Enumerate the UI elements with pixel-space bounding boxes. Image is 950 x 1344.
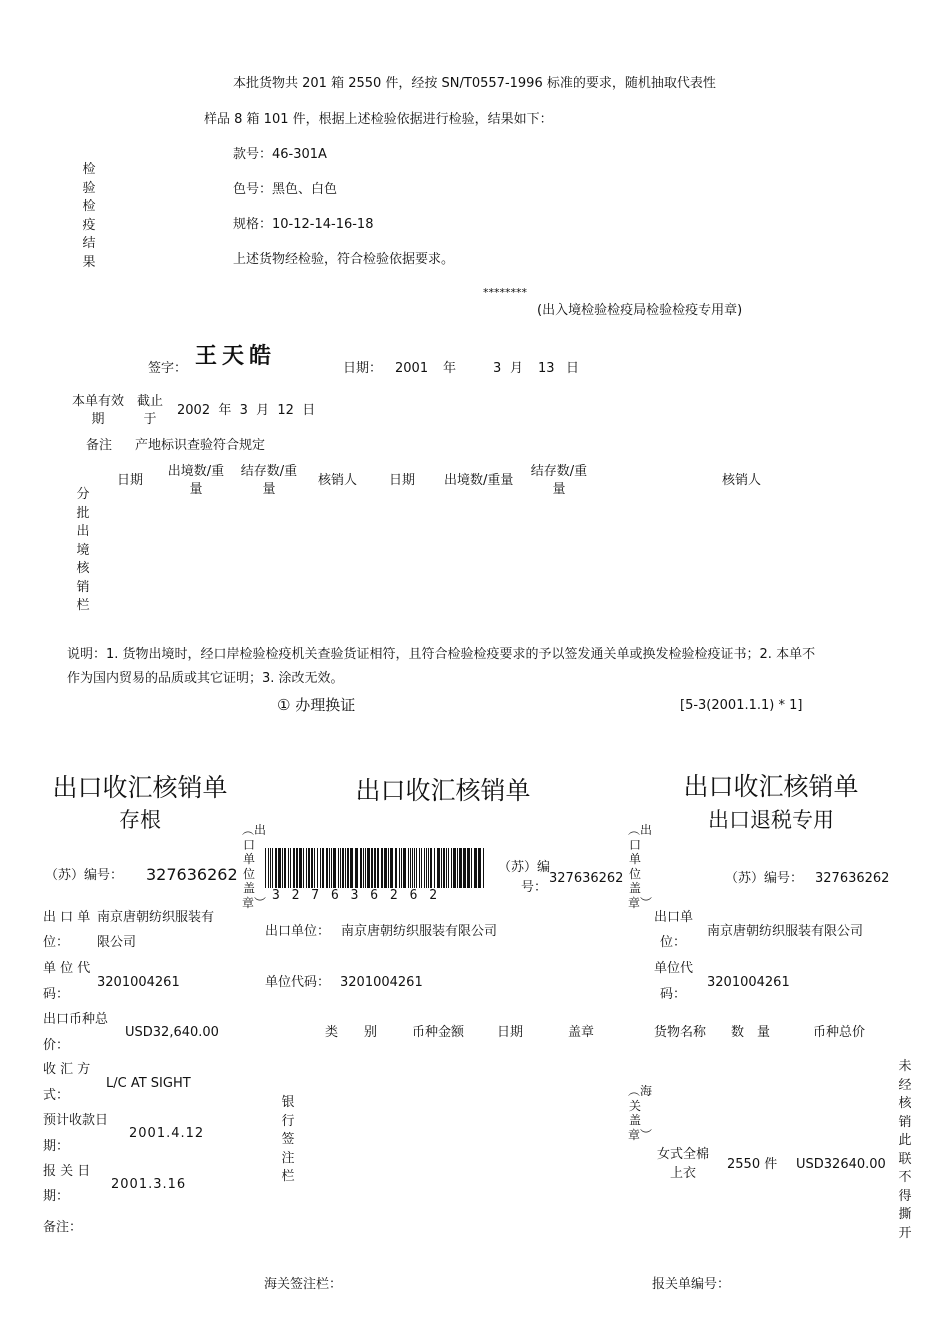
bank-sign-label: 银行签注栏	[281, 1095, 295, 1184]
barcode-bar	[410, 848, 411, 888]
result-label: 检验检疫结果	[82, 162, 96, 270]
right-subtitle: 出口退税专用	[708, 808, 834, 832]
right-number-label: （苏）编号：	[725, 871, 804, 886]
barcode-bar	[399, 848, 400, 888]
barcode-bar	[306, 848, 307, 888]
middle-title: 出口收汇核销单	[355, 776, 531, 805]
middle-exporter-label: 出口单位：	[265, 924, 331, 939]
right-code-value: 3201004261	[707, 975, 790, 990]
barcode-bar	[355, 848, 358, 888]
barcode-bar	[314, 848, 315, 888]
right-code-label-1: 单位代	[654, 961, 694, 976]
barcode-bar	[412, 848, 413, 888]
barcode-bar	[451, 848, 452, 888]
stub-number: 327636262	[146, 865, 238, 884]
right-qty: 2550 件	[727, 1157, 778, 1172]
right-title: 出口收汇核销单	[683, 772, 859, 801]
barcode-bar	[340, 848, 341, 888]
until-label-2: 于	[143, 412, 157, 427]
barcode-bar	[426, 848, 427, 888]
barcode-bar	[381, 848, 383, 888]
barcode-bar	[308, 848, 310, 888]
barcode-bar	[421, 848, 422, 888]
barcode-bar	[365, 848, 366, 888]
barcode-bar	[293, 848, 295, 888]
stub-declare-value: 2001.3.16	[111, 1177, 187, 1192]
col-stock-2-a: 结存数/重	[530, 464, 588, 479]
middle-code-value: 3201004261	[340, 975, 423, 990]
barcode-bar	[331, 848, 332, 888]
intro-line-1: 本批货物共 201 箱 2550 件，经按 SN/T0557-1996 标准的要求，随机抽取代表性	[233, 76, 716, 91]
barcode-bar	[390, 848, 393, 888]
stub-code-label-2: 码：	[43, 987, 70, 1002]
stub-exporter-label-1: 出 口 单	[43, 910, 91, 925]
col-verifier-1: 核销人	[318, 473, 358, 488]
middle-number: 327636262	[549, 871, 624, 886]
middle-col-seal: 盖章	[568, 1025, 595, 1040]
barcode-bar	[430, 848, 432, 888]
stub-expected-label-1: 预计收款日	[43, 1113, 109, 1128]
stub-method-label-1: 收 汇 方	[43, 1062, 91, 1077]
stub-subtitle: 存根	[119, 808, 161, 832]
barcode-bar	[360, 848, 362, 888]
barcode-bar	[282, 848, 283, 888]
barcode-bar	[388, 848, 389, 888]
right-col-total: 币种总价	[813, 1025, 866, 1040]
barcode-bar	[272, 848, 273, 888]
barcode-bar	[311, 848, 313, 888]
col-stock-1-a: 结存数/重	[240, 464, 298, 479]
date-label: 日期：	[343, 361, 383, 376]
barcode-bar	[419, 848, 420, 888]
declaration-number-label: 报关单编号：	[652, 1277, 731, 1292]
barcode-bar	[326, 848, 328, 888]
barcode-bar	[296, 848, 298, 888]
barcode-bar	[434, 848, 435, 888]
form-code: [5-3(2001.1.1) * 1]	[680, 698, 803, 713]
barcode-bar	[322, 848, 324, 888]
barcode-bar	[333, 848, 336, 888]
barcode-bar	[284, 848, 286, 888]
stub-expected-label-2: 期：	[43, 1139, 70, 1154]
barcode-bar	[363, 848, 364, 888]
barcode-bar	[347, 848, 349, 888]
middle-seal-side: ︵出口单位盖章︶	[242, 823, 267, 910]
col-out-2: 出境数/重量	[444, 473, 514, 488]
size-spec: 规格：10-12-14-16-18	[233, 217, 374, 232]
stub-code-value: 3201004261	[97, 975, 180, 990]
col-stock-1-b: 量	[262, 482, 276, 497]
stub-title: 出口收汇核销单	[52, 773, 228, 802]
barcode-bar	[278, 848, 281, 888]
barcode-bar	[457, 848, 458, 888]
barcode-bar	[463, 848, 466, 888]
barcode-bar	[401, 848, 402, 888]
process-label: ① 办理换证	[277, 696, 356, 714]
barcode-bar	[350, 848, 353, 888]
col-date-2: 日期	[389, 473, 416, 488]
note-line-1: 说明：1. 货物出境时，经口岸检验检疫机关查验货证相符，且符合检验检疫要求的予以签发通关单或换发检验检疫证书；2. 本单不	[67, 647, 816, 662]
barcode-bar	[428, 848, 429, 888]
barcode-bar	[424, 848, 425, 888]
right-code-label-2: 码：	[660, 987, 687, 1002]
right-goods-2: 上衣	[669, 1166, 696, 1181]
barcode-bar	[329, 848, 330, 888]
stub-method-label-2: 式：	[43, 1088, 70, 1103]
stub-code-label-1: 单 位 代	[43, 961, 91, 976]
barcode	[262, 848, 488, 906]
barcode-bar	[453, 848, 456, 888]
barcode-bar	[317, 848, 318, 888]
barcode-bar	[408, 848, 409, 888]
col-verifier-2: 核销人	[722, 473, 762, 488]
note-line-2: 作为国内贸易的品质或其它证明；3. 涂改无效。	[67, 671, 344, 686]
barcode-bar	[290, 848, 291, 888]
remarks-label: 备注	[86, 438, 113, 453]
barcode-bar	[416, 848, 417, 888]
style-number: 款号：46-301A	[233, 147, 327, 162]
stub-number-label: （苏）编号：	[45, 868, 124, 883]
barcode-bar	[467, 848, 470, 888]
barcode-bar	[446, 848, 447, 888]
date-year: 2001	[395, 361, 429, 376]
stub-declare-label-2: 期：	[43, 1189, 70, 1204]
stub-exporter-label-2: 位：	[43, 935, 70, 950]
middle-exporter-value: 南京唐朝纺织服装有限公司	[341, 924, 498, 939]
barcode-bar	[270, 848, 271, 888]
right-edge-note: 未经核销此联不得撕开	[898, 1059, 912, 1241]
barcode-bar	[299, 848, 302, 888]
barcode-bar	[395, 848, 397, 888]
barcode-bar	[275, 848, 277, 888]
barcode-bar	[342, 848, 344, 888]
partial-export-label: 分批出境核销栏	[76, 487, 90, 613]
right-number: 327636262	[815, 871, 890, 886]
barcode-bar	[345, 848, 346, 888]
stub-remarks-label: 备注：	[43, 1220, 83, 1235]
barcode-bar	[288, 848, 289, 888]
middle-col-date: 日期	[497, 1025, 524, 1040]
barcode-bar	[478, 848, 481, 888]
barcode-bar	[371, 848, 373, 888]
barcode-bar	[403, 848, 406, 888]
right-exporter-label-2: 位：	[660, 935, 687, 950]
stub-amount-label-1: 出口币种总	[43, 1012, 109, 1027]
middle-col-type: 类 别	[325, 1025, 378, 1040]
barcode-bar	[441, 848, 442, 888]
barcode-bar	[320, 848, 321, 888]
month-char: 月	[510, 361, 524, 376]
stub-exporter-value-2: 限公司	[97, 935, 137, 950]
sign-label: 签字：	[148, 361, 188, 376]
right-goods-1: 女式全棉	[656, 1147, 709, 1162]
barcode-bar	[483, 848, 484, 888]
right-seal-side-2: ︵海关盖章︶	[628, 1084, 653, 1142]
barcode-bar	[338, 848, 339, 888]
remarks-value: 产地标识查验符合规定	[135, 438, 266, 453]
barcode-bar	[265, 848, 266, 888]
barcode-bar	[459, 848, 462, 888]
color-number: 色号：黑色、白色	[233, 182, 338, 197]
valid-period-label-1: 本单有效	[71, 394, 124, 409]
customs-sign-label: 海关签注栏：	[264, 1277, 343, 1292]
col-date-1: 日期	[117, 473, 144, 488]
barcode-digits: 3 2 7 6 3 6 2 6 2	[272, 888, 440, 903]
barcode-bar	[437, 848, 440, 888]
middle-code-label: 单位代码：	[265, 975, 331, 990]
middle-col-amount: 币种金额	[412, 1025, 465, 1040]
barcode-bar	[414, 848, 415, 888]
barcode-bar	[303, 848, 304, 888]
stub-amount-value: USD32,640.00	[125, 1025, 219, 1040]
date-month: 3	[493, 361, 502, 376]
until-label-1: 截止	[136, 394, 163, 409]
year-char: 年	[443, 361, 457, 376]
stub-expected-value: 2001.4.12	[129, 1126, 205, 1141]
date-day: 13	[538, 361, 555, 376]
col-out-1-b: 量	[189, 482, 203, 497]
middle-number-label-2: 号：	[521, 880, 548, 895]
right-seal-side-1: ︵出口单位盖章︶	[628, 823, 653, 910]
barcode-bar	[443, 848, 445, 888]
right-exporter-label-1: 出口单	[654, 910, 694, 925]
barcode-bar	[374, 848, 376, 888]
stamp-note: (出入境检验检疫局检验检疫专用章)	[537, 303, 743, 318]
barcode-bar	[471, 848, 472, 888]
middle-number-label-1: （苏）编	[498, 860, 551, 875]
barcode-bar	[367, 848, 370, 888]
stub-amount-label-2: 价：	[43, 1038, 70, 1053]
valid-period-label-2: 期	[91, 412, 105, 427]
barcode-bar	[384, 848, 387, 888]
barcode-bar	[268, 848, 269, 888]
col-out-1-a: 出境数/重	[167, 464, 225, 479]
stub-exporter-value-1: 南京唐朝纺织服装有	[97, 910, 215, 925]
intro-line-2: 样品 8 箱 101 件，根据上述检验依据进行检验，结果如下：	[204, 112, 553, 127]
valid-date: 2002 年 3 月 12 日	[177, 403, 316, 418]
stub-method-value: L/C AT SIGHT	[106, 1076, 191, 1091]
right-col-qty: 数 量	[731, 1025, 771, 1040]
stub-declare-label-1: 报 关 日	[43, 1164, 91, 1179]
barcode-bar	[474, 848, 477, 888]
conclusion-text: 上述货物经检验，符合检验依据要求。	[233, 252, 455, 267]
barcode-bar	[448, 848, 449, 888]
right-col-goods: 货物名称	[654, 1025, 707, 1040]
stars-mark: ********	[483, 286, 527, 299]
handwritten-signature: 王天皓	[195, 343, 277, 369]
right-total: USD32640.00	[796, 1157, 886, 1172]
col-stock-2-b: 量	[552, 482, 566, 497]
day-char: 日	[566, 361, 580, 376]
right-exporter-value: 南京唐朝纺织服装有限公司	[707, 924, 864, 939]
barcode-bar	[377, 848, 379, 888]
